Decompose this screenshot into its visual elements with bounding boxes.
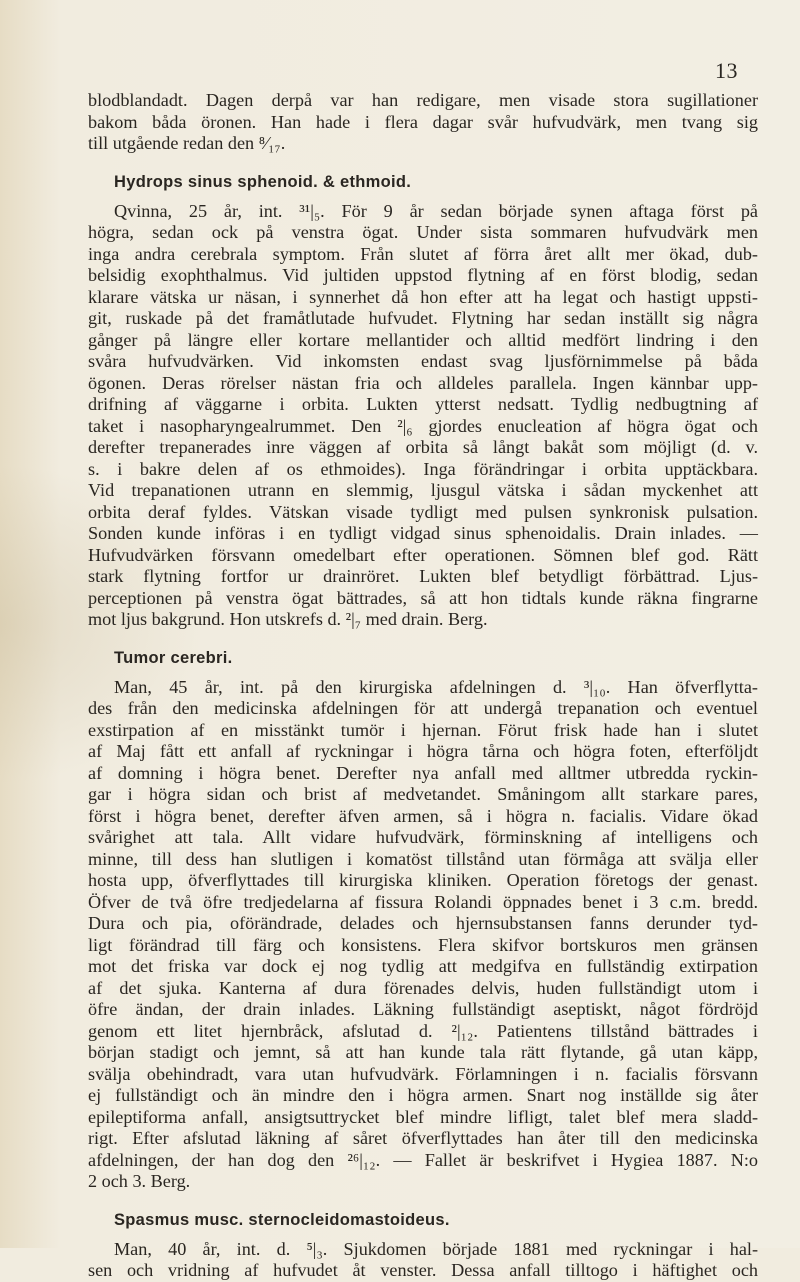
- case-paragraph-hydrops: [88, 201, 758, 631]
- text-line: af domning i högra benet. Derefter nya anfall med alltmer utbredda ryckin-: [88, 762, 758, 783]
- text-line: ögonen. Deras rörelser nästan fria och alldeles parallela. Ingen kännbar upp-: [88, 372, 758, 393]
- text-line: Dura och pia, oförändrade, delades och hjernsubstansen fanns derunder tyd-: [88, 913, 758, 933]
- text-line: först i högra benet, derefter äfven armen, så i högra n. facialis. Vidare ökad: [88, 805, 758, 826]
- text-line: af det sjuka. Kanterna af dura förenades delvis, huden fullständigt utom i: [88, 977, 758, 998]
- text-line: minne, till dess han slutligen i komatöst tillstånd utan förmåga att svälja eller: [88, 848, 758, 869]
- text-line: bakom båda öronen. Han hade i flera dagar svår hufvudvärk, men tvang sig: [88, 111, 758, 132]
- text-line: epileptiforma anfall, ansigtsuttrycket blef mindre lifligt, talet blef mera sladd-: [88, 1106, 758, 1127]
- text-line: s. i bakre delen af os ethmoides). Inga förändringar i orbita upptäckbara.: [88, 458, 758, 479]
- continued-paragraph: [88, 90, 758, 155]
- text-line: Man, 45 år, int. på den kirurgiska afdelningen d. ³|₁₀. Han öfverflytta-: [114, 676, 758, 697]
- text-line: öfre ändan, der drain inlades. Läkning fullständigt aseptiskt, något fördröjd: [88, 999, 758, 1019]
- text-line: rigt. Efter afslutad läkning af såret öfverflyttades han åter till den medicinska: [88, 1128, 758, 1148]
- section-heading-hydrops: Hydrops sinus sphenoid. & ethmoid.: [114, 172, 412, 191]
- text-line: 2 och 3. Berg.: [88, 1171, 191, 1191]
- text-line: början stadigt och jemnt, så att han kunde tala rätt flytande, gå utan käpp,: [88, 1042, 758, 1062]
- section-heading-spasmus: Spasmus musc. sternocleidomastoideus.: [114, 1210, 450, 1229]
- text-line: sen och vridning af hufvudet åt venster. Dessa anfall tilltogo i häftighet och: [88, 1260, 758, 1280]
- text-line: mot ljus bakgrund. Hon utskrefs d. ²|₇ med drain. Berg.: [88, 609, 488, 629]
- text-line: des från den medicinska afdelningen för att undergå trepanation och eventuel: [88, 698, 758, 718]
- page-number: 13: [715, 58, 738, 83]
- text-line: drifning af väggarne i orbita. Lukten ytterst nedsatt. Tydlig nedbugtning af: [88, 394, 758, 414]
- text-line: klarare vätska ur näsan, i synnerhet då hon efter att ha legat och hastigt uppsti-: [88, 286, 758, 307]
- page-content: [88, 90, 758, 1282]
- text-line: af Maj fått ett anfall af ryckningar i högra tårna och högra foten, efterföljdt: [88, 741, 758, 761]
- text-line: git, ruskade på det framåtlutade hufvudet. Flytning har sedan inställt sig några: [88, 308, 758, 328]
- text-line: högra, sedan ock på venstra ögat. Under sista sommaren hufvudvärk men: [88, 222, 758, 242]
- text-line: Qvinna, 25 år, int. ³¹|₅. För 9 år sedan började synen aftaga först på: [114, 200, 758, 221]
- section-heading-tumor: Tumor cerebri.: [114, 648, 233, 667]
- text-line: inga andra cerebrala symptom. Från slutet af förra året allt mer ökad, dub-: [88, 243, 758, 264]
- text-line: gar i högra sidan och brist af medvetandet. Småningom allt starkare pares,: [88, 784, 758, 804]
- text-line: taket i nasopharyngealrummet. Den ²|₆ gjordes enucleation af högra ögat och: [88, 415, 758, 436]
- text-line: svåra hufvudvärken. Vid inkomsten endast svag ljusförnimmelse på båda: [88, 351, 758, 371]
- case-paragraph-tumor: [88, 677, 758, 1193]
- text-line: stark flytning fortfor ur drainröret. Lukten blef betydligt förbättrad. Ljus-: [88, 566, 758, 586]
- text-line: genom ett litet hjernbråck, afslutad d. ²|₁₂. Patientens tillstånd bättrades i: [88, 1020, 758, 1041]
- text-line: derefter trepanerades inre väggen af orbita så långt bakåt som möjligt (d. v.: [88, 437, 758, 457]
- text-line: Sonden kunde införas i en tydligt vidgad sinus sphenoidalis. Drain inlades. —: [88, 523, 758, 543]
- text-line: afdelningen, der han dog den ²⁶|₁₂. — Fallet är beskrifvet i Hygiea 1887. N:o: [88, 1149, 758, 1170]
- text-line: mot det friska var dock ej nog tydlig att medgifva en fullständig extirpation: [88, 956, 758, 976]
- text-line: exstirpation af en misstänkt tumör i hjernan. Förut frisk hade han i slutet: [88, 719, 758, 740]
- text-line: hosta upp, öfverflyttades till kirurgiska kliniken. Operation företogs der genast.: [88, 870, 758, 890]
- text-line: svälja obehindradt, vara utan hufvudvärk. Förlamningen i n. facialis försvann: [88, 1063, 758, 1084]
- case-paragraph-spasmus: [88, 1239, 758, 1282]
- text-line: Öfver de två öfre tredjedelarna af fissura Rolandi öppnades benet i 3 c.m. bredd.: [88, 891, 758, 912]
- text-line: blodblandadt. Dagen derpå var han redigare, men visade stora sugillationer: [88, 90, 758, 110]
- text-line: ej fullständigt och än mindre den i högra armen. Snart nog inställde sig åter: [88, 1085, 758, 1105]
- text-line: svårighet att tala. Allt vidare hufvudvärk, förminskning af intelligens och: [88, 827, 758, 847]
- text-line: Man, 40 år, int. d. ⁵|₃. Sjukdomen började 1881 med ryckningar i hal-: [114, 1238, 758, 1259]
- text-line: belsidig exophthalmus. Vid jultiden uppstod flytning af en först blodig, sedan: [88, 265, 758, 285]
- text-line: Vid trepanationen utrann en slemmig, ljusgul vätska i sådan myckenhet att: [88, 480, 758, 500]
- text-line: Hufvudvärken försvann omedelbart efter operationen. Sömnen blef god. Rätt: [88, 544, 758, 565]
- text-line: perceptionen på venstra ögat bättrades, så att hon tidtals kunde räkna fingrarne: [88, 587, 758, 608]
- text-line: orbita deraf fyldes. Vätskan visade tydligt med pulsen synkronisk pulsation.: [88, 501, 758, 522]
- text-line: till utgående redan den ⁸⁄₁₇.: [88, 133, 286, 153]
- text-line: ligt förändrad till färg och konsistens. Flera skifvor bortskuros men gränsen: [88, 934, 758, 955]
- text-line: gånger på längre eller kortare mellantider och alltid medfört lindring i den: [88, 329, 758, 350]
